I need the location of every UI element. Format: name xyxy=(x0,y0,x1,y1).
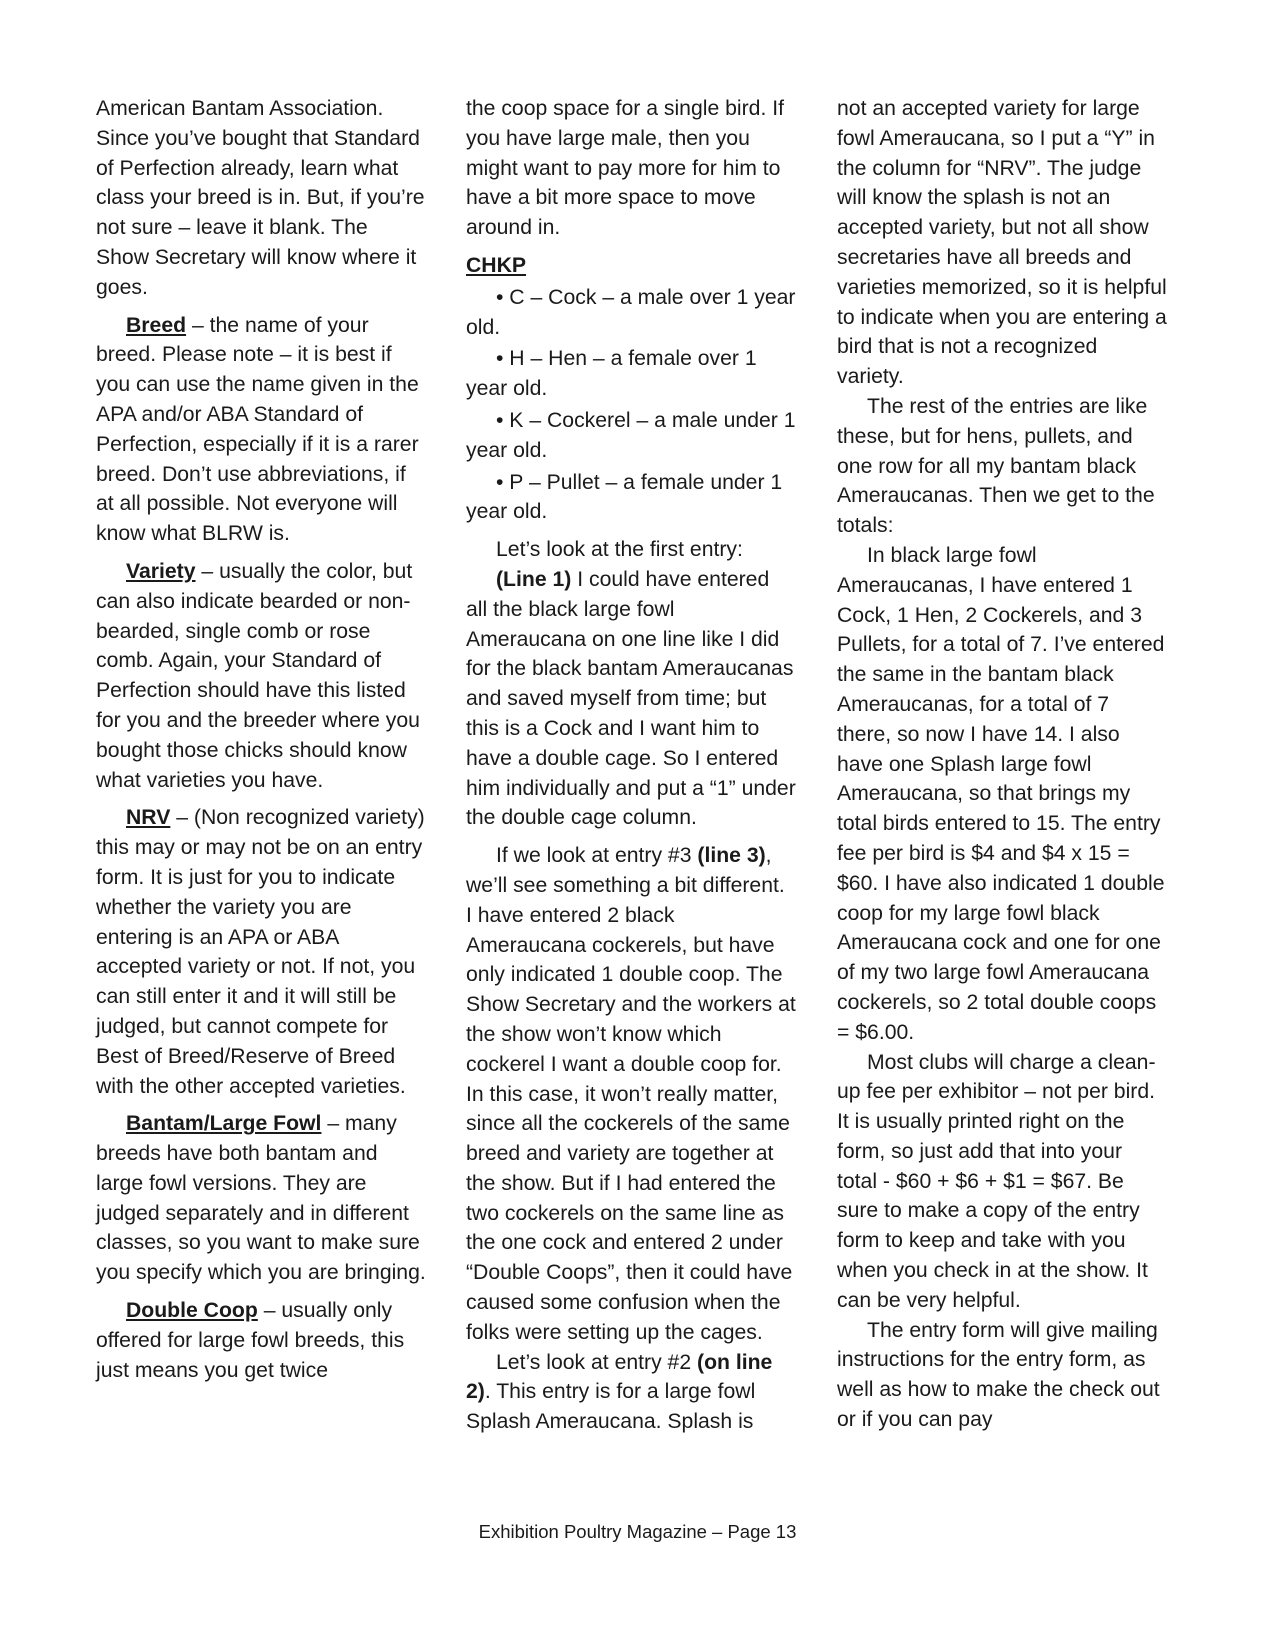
paragraph: not an accepted variety for large fowl Ameraucana, so I put a “Y” in the column for “NRV”. The judge will know the splash is not an accepted variety, but not all show secretaries have all breeds and varieties memorized, so it is helpful to indicate when you are entering a bird that is not a recognized variety. xyxy=(837,97,1167,389)
paragraph-first-entry: Let’s look at the first entry: xyxy=(496,538,743,562)
term-label: Bantam/Large Fowl xyxy=(126,1112,322,1136)
paragraph-text: Let’s look at entry #2 xyxy=(496,1350,698,1374)
line-ref: (line 3) xyxy=(697,844,766,868)
paragraph: In black large fowl Ameraucanas, I have entered 1 Cock, 1 Hen, 2 Cockerels, and 3 Pullets, for a total of 7. I’ve entered the same in the bantam black Ameraucanas, for a total of 7 there, so now I have 14. I also have one Splash large fowl Ameraucana, so that brings my total birds entered to 15. The entry fee per bird is $4 and $4 x 15 = $60. I have also indicated 1 double coop for my large fowl black Ameraucana cock and one for one of my two large fowl Ameraucana cockerels, so 2 total double coops = $6.00. xyxy=(837,543,1165,1044)
term-label: Double Coop xyxy=(126,1299,258,1323)
column-middle xyxy=(466,94,796,1445)
paragraph-text: I could have entered all the black large fowl Ameraucana on one line like I did for the black bantam Ameraucanas and saved myself from time; but this is a Cock and I want him to have a double cage. So I entered him individually and put a “1” under the double cage column. xyxy=(466,567,796,830)
term-text: – (Non recognized variety) this may or may not be on an entry form. It is just for you to indicate whether the variety you are entering is an APA or ABA accepted variety or not. If not, you can still enter it and it will still be judged, but cannot compete for Best of Breed/Reserve of Breed with the other accepted varieties. xyxy=(96,806,425,1098)
paragraph-entry3 xyxy=(466,841,796,1348)
column-right xyxy=(837,94,1167,1435)
line-ref: (on line 2) xyxy=(466,1350,773,1404)
term-label: NRV xyxy=(126,806,171,830)
list-item: • P – Pullet – a female under 1 year old. xyxy=(466,470,783,524)
paragraph-double-coop xyxy=(96,1296,426,1385)
term-text: – usually only offered for large fowl breeds, this just means you get twice xyxy=(96,1299,405,1382)
paragraph-entry2 xyxy=(466,1348,796,1437)
paragraph: the coop space for a single bird. If you have large male, then you might want to pay more for him to have a bit more space to move around in. xyxy=(466,97,784,240)
term-text: – many breeds have both bantam and large fowl versions. They are judged separately and in different classes, so you want to make sure you specify which you are bringing. xyxy=(96,1112,426,1285)
paragraph-bantam xyxy=(96,1109,426,1288)
term-label: Breed xyxy=(126,313,187,337)
list-item: • H – Hen – a female over 1 year old. xyxy=(466,347,757,401)
paragraph-nrv xyxy=(96,803,426,1101)
list-item: • C – Cock – a male over 1 year old. xyxy=(466,285,796,339)
paragraph-breed xyxy=(96,311,426,549)
paragraph-variety xyxy=(96,557,426,795)
paragraph-text: . This entry is for a large fowl Splash Ameraucana. Splash is xyxy=(466,1380,756,1434)
term-text: – usually the color, but can also indicate bearded or non-bearded, single comb or rose comb. Again, your Standard of Perfection should have this listed for you and the breeder where you bought those chicks should know what varieties you have. xyxy=(96,559,420,792)
paragraph-text: If we look at entry #3 xyxy=(496,844,698,868)
paragraph: The entry form will give mailing instructions for the entry form, as well as how to make the check out or if you can pay xyxy=(837,1318,1160,1432)
line-ref: (Line 1) xyxy=(496,567,572,591)
term-text: – the name of your breed. Please note – it is best if you can use the name given in the APA and/or ABA Standard of Perfection, especially if it is a rarer breed. Don’t use abbreviations, if at all possible. Not everyone will know what BLRW is. xyxy=(96,313,419,546)
paragraph: The rest of the entries are like these, but for hens, pullets, and one row for all my bantam black Ameraucanas. Then we get to the totals: xyxy=(837,394,1155,538)
list-item: • K – Cockerel – a male under 1 year old. xyxy=(466,408,796,462)
term-label: Variety xyxy=(126,559,196,583)
chkp-heading: CHKP xyxy=(466,253,527,277)
page-footer: Exhibition Poultry Magazine – Page 13 xyxy=(478,1521,797,1542)
column-left xyxy=(96,94,426,1393)
paragraph-line1 xyxy=(466,565,796,833)
paragraph: Most clubs will charge a clean-up fee per exhibitor – not per bird. It is usually printed right on the form, so just add that into your total - $60 + $6 + $1 = $67. Be sure to make a copy of the entry form to keep and take with you when you check in at the show. It can be very helpful. xyxy=(837,1050,1156,1312)
paragraph: American Bantam Association. Since you’ve bought that Standard of Perfection already, learn what class your breed is in. But, if you’re not sure – leave it blank. The Show Secretary will know where it goes. xyxy=(96,97,425,299)
paragraph-text: , we’ll see something a bit different. I have entered 2 black Ameraucana cockerels, but have only indicated 1 double coop. The Show Secretary and the workers at the show won’t know which cockerel I want a double coop for. In this case, it won’t really matter, since all the cockerels of the same breed and variety are together at the show. But if I had entered the two cockerels on the same line as the one cock and entered 2 under “Double Coops”, then it could have caused some confusion when the folks were setting up the cages. xyxy=(466,844,796,1344)
